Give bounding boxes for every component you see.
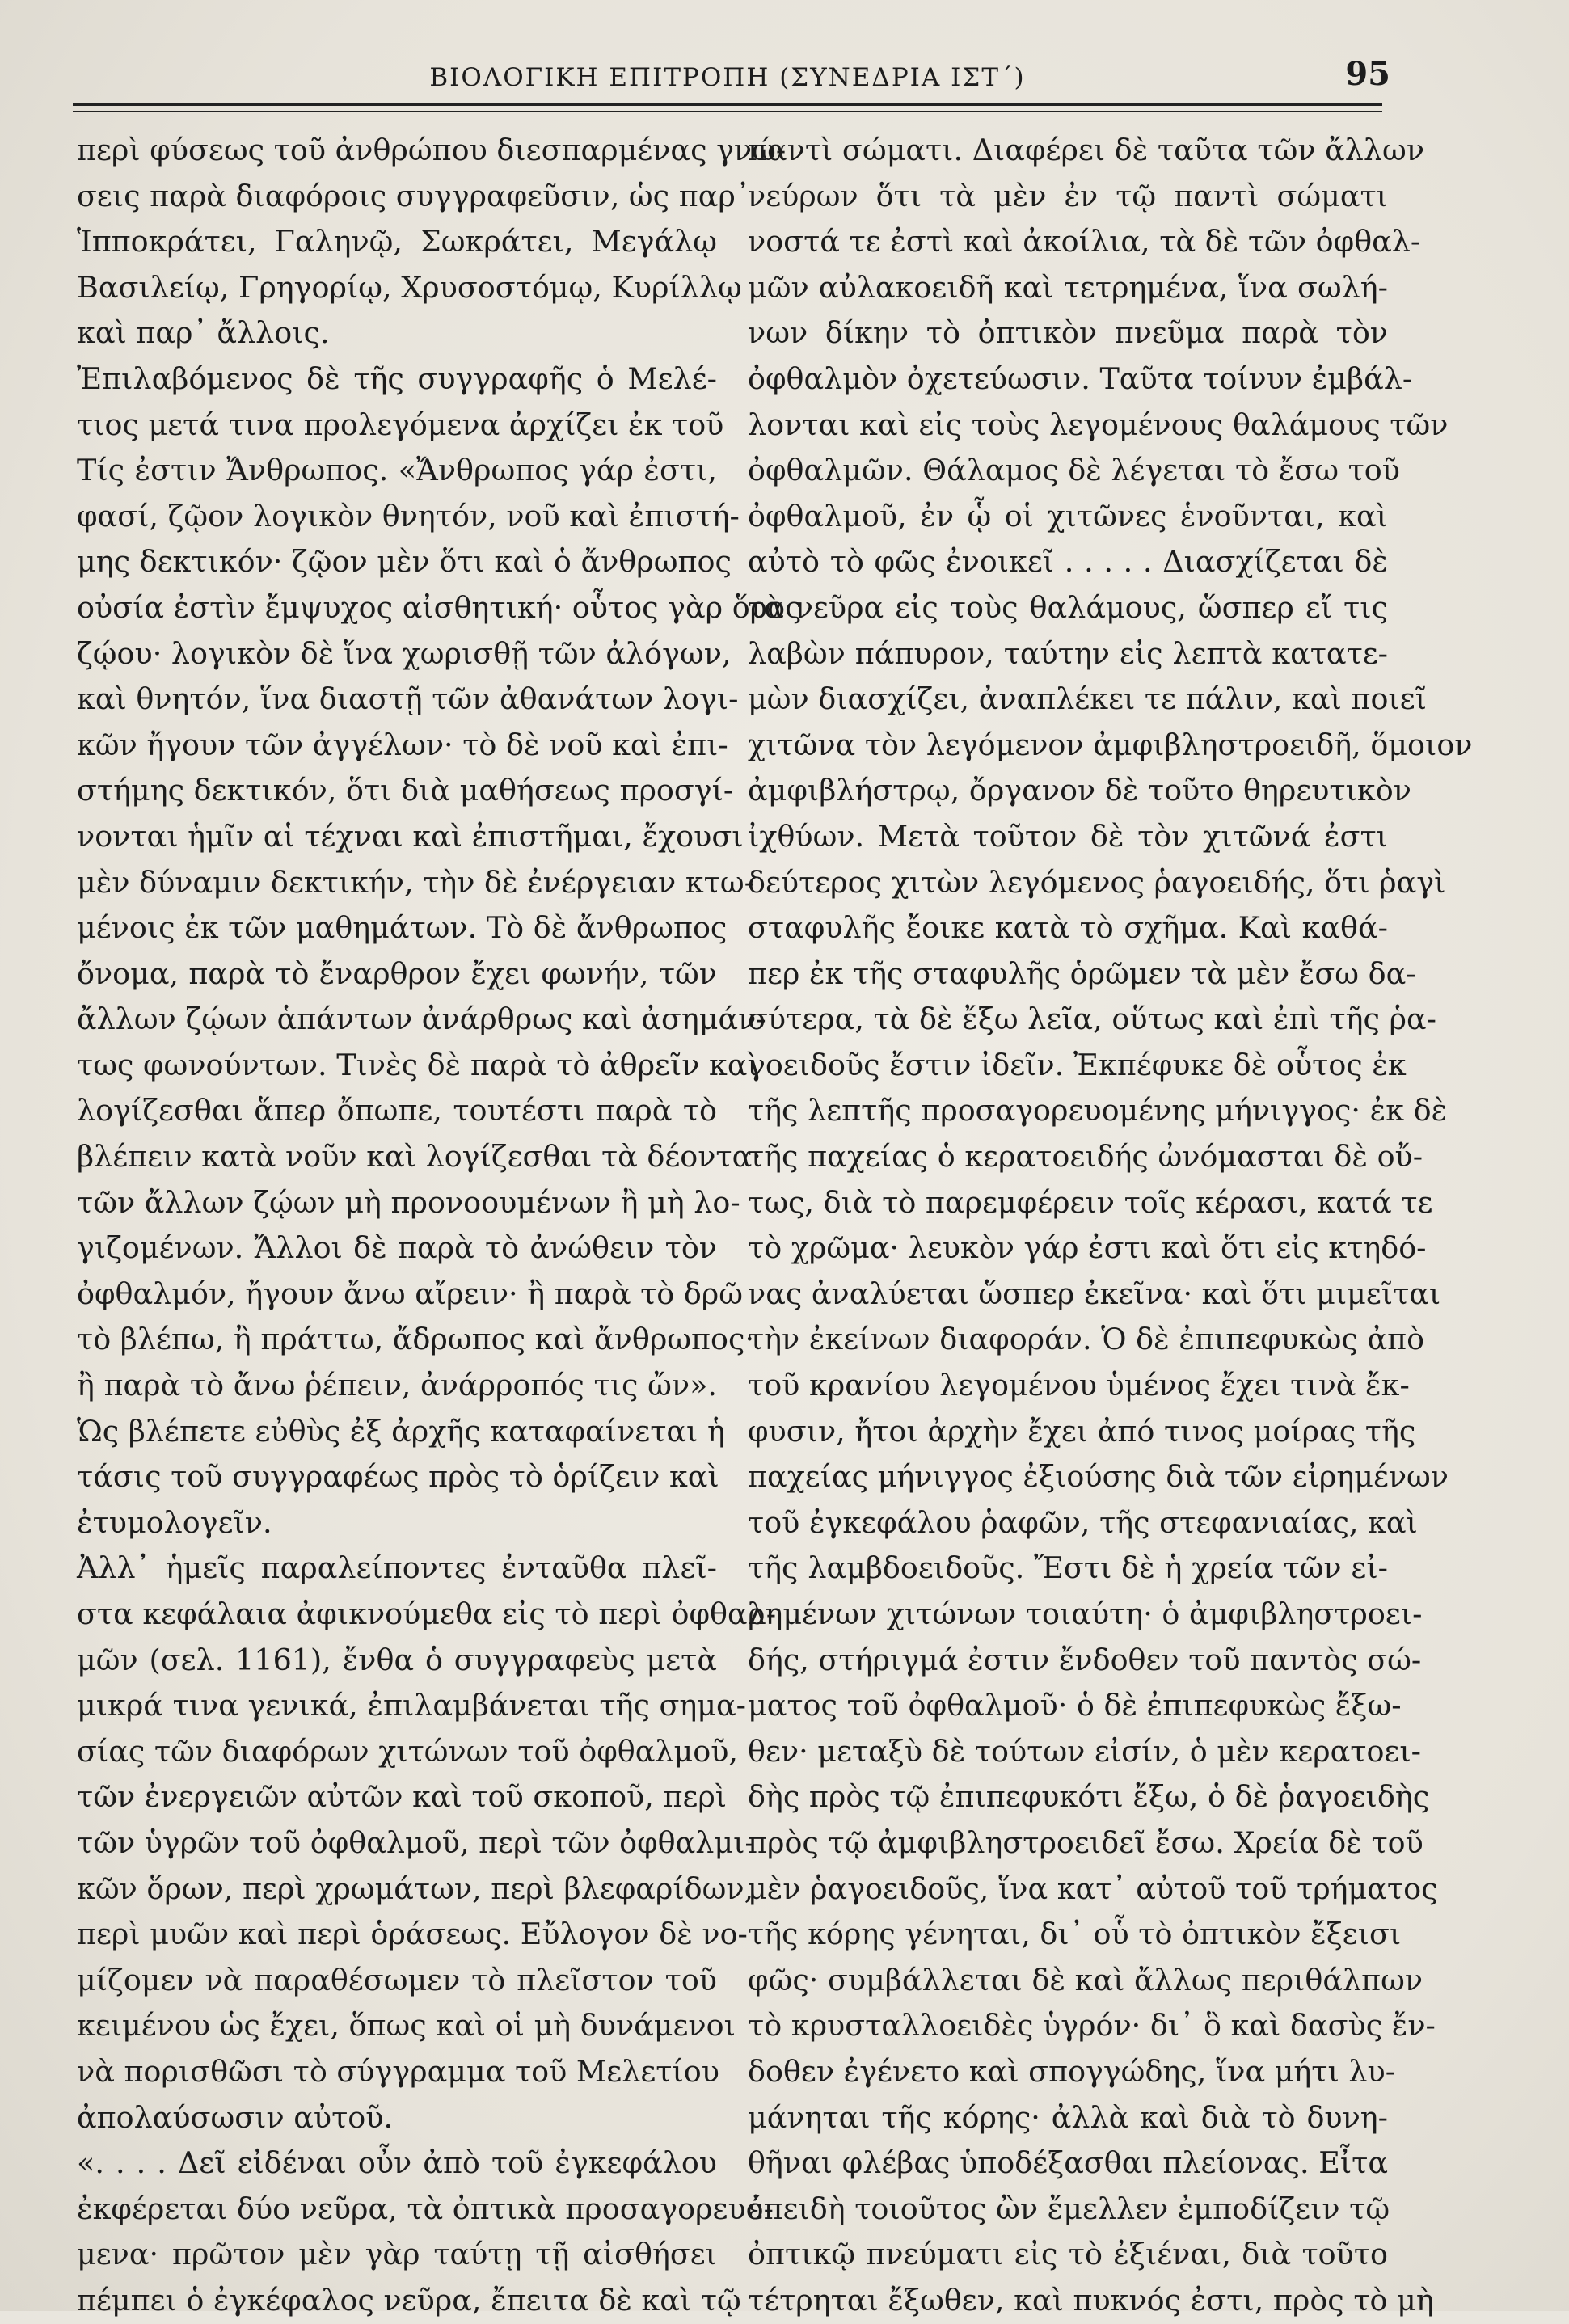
text-line: νων δίκην τὸ ὀπτικὸν πνεῦμα παρὰ τὸν	[748, 315, 1388, 351]
text-line: τὰ νεῦρα εἰς τοὺς θαλάμους, ὥσπερ εἴ τις	[748, 589, 1388, 625]
text-line: φυσιν, ἤτοι ἀρχὴν ἔχει ἀπό τινος μοίρας τῆς	[748, 1413, 1416, 1449]
header-rule-thick	[73, 103, 1382, 106]
text-line: Βασιλείῳ, Γρηγορίῳ, Χρυσοστόμῳ, Κυρίλλῳ	[77, 269, 742, 305]
text-line: ἀμφιβλήστρῳ, ὄργανον δὲ τοῦτο θηρευτικὸν	[748, 773, 1411, 808]
text-line: τῆς λαμβδοειδοῦς. Ἔστι δὲ ἡ χρεία τῶν εἰ-	[748, 1550, 1388, 1586]
text-line: πρὸς τῷ ἀμφιβληστροειδεῖ ἔσω. Χρεία δὲ τοῦ	[748, 1824, 1423, 1860]
text-line: Ἀλλ᾽ ἡμεῖς παραλείποντες ἐνταῦθα πλεῖ-	[77, 1550, 717, 1586]
text-line: «. . . . Δεῖ εἰδέναι οὖν ἀπὸ τοῦ ἐγκεφάλου	[77, 2145, 717, 2181]
text-line: ὀφθαλμὸν ὀχετεύωσιν. Ταῦτα τοίνυν ἐμβάλ-	[748, 361, 1413, 396]
text-line: οὐσία ἐστὶν ἔμψυχος αἰσθητική· οὗτος γὰρ ὅρος	[77, 589, 802, 625]
text-line: σεις παρὰ διαφόροις συγγραφεῦσιν, ὡς παρ᾽	[77, 178, 751, 213]
text-line: δοθεν ἐγένετο καὶ σπογγώδης, ἵνα μήτι λυ-	[748, 2053, 1396, 2089]
text-line: λαβὼν πάπυρον, ταύτην εἰς λεπτὰ κατατε-	[748, 635, 1388, 671]
text-line: μικρά τινα γενικά, ἐπιλαμβάνεται τῆς σημα-	[77, 1688, 746, 1723]
text-line: κῶν ἤγουν τῶν ἀγγέλων· τὸ δὲ νοῦ καὶ ἐπι-	[77, 727, 728, 762]
text-line: καὶ παρ᾽ ἄλλοις.	[77, 315, 330, 351]
page-number: 95	[1345, 55, 1390, 93]
text-line: κῶν ὅρων, περὶ χρωμάτων, περὶ βλεφαρίδων,	[77, 1871, 754, 1906]
text-line: ἄλλων ζῴων ἁπάντων ἀνάρθρως καὶ ἀσημάν-	[77, 1002, 766, 1037]
text-line: τως φωνούντων. Τινὲς δὲ παρὰ τὸ ἀθρεῖν καὶ	[77, 1047, 759, 1082]
text-line: ὀφθαλμῶν. Θάλαμος δὲ λέγεται τὸ ἔσω τοῦ	[748, 453, 1400, 488]
text-line: ὀφθαλμοῦ, ἐν ᾧ οἱ χιτῶνες ἑνοῦνται, καὶ	[748, 498, 1388, 534]
right-text-column	[748, 128, 1473, 2318]
text-line: γιζομένων. Ἄλλοι δὲ παρὰ τὸ ἀνώθειν τὸν	[77, 1230, 717, 1266]
text-line: νοστά τε ἐστὶ καὶ ἀκοίλια, τὰ δὲ τῶν ὀφθαλ-	[748, 224, 1421, 259]
text-line: τοῦ κρανίου λεγομένου ὑμένος ἔχει τινὰ ἔκ-	[748, 1368, 1410, 1403]
text-line: δεύτερος χιτὼν λεγόμενος ῥαγοειδής, ὅτι ῥαγὶ	[748, 864, 1446, 900]
text-line: γοειδοῦς ἔστιν ἰδεῖν. Ἐκπέφυκε δὲ οὗτος ἐκ	[748, 1047, 1407, 1082]
text-line: Ἱπποκράτει, Γαληνῷ, Σωκράτει, Μεγάλῳ	[77, 224, 717, 259]
text-line: τάσις τοῦ συγγραφέως πρὸς τὸ ὁρίζειν καὶ	[77, 1459, 719, 1495]
text-line: καὶ θνητόν, ἵνα διαστῇ τῶν ἀθανάτων λογι-	[77, 681, 739, 717]
text-line: ὀφθαλμόν, ἤγουν ἄνω αἴρειν· ἢ παρὰ τὸ δρῶ	[77, 1276, 744, 1311]
text-line: Τίς ἐστιν Ἄνθρωπος. «Ἄνθρωπος γάρ ἐστι,	[77, 453, 717, 488]
text-line: περ ἐκ τῆς σταφυλῆς ὁρῶμεν τὰ μὲν ἔσω δα-	[748, 955, 1416, 991]
text-line: ὀπτικῷ πνεύματι εἰς τὸ ἐξιέναι, διὰ τοῦτο	[748, 2237, 1388, 2272]
text-line: μὲν ῥαγοειδοῦς, ἵνα κατ᾽ αὐτοῦ τοῦ τρήματος	[748, 1871, 1438, 1906]
text-line: ἢ παρὰ τὸ ἄνω ῥέπειν, ἀνάρροπός τις ὤν».	[77, 1368, 717, 1403]
text-line: σύτερα, τὰ δὲ ἔξω λεῖα, οὕτως καὶ ἐπὶ τῆς ῥα-	[748, 1002, 1436, 1037]
text-line: βλέπειν κατὰ νοῦν καὶ λογίζεσθαι τὰ δέοντα·	[77, 1139, 761, 1175]
text-line: ἐπειδὴ τοιοῦτος ὢν ἔμελλεν ἐμποδίζειν τῷ	[748, 2191, 1390, 2226]
text-line: τῶν ἄλλων ζῴων μὴ προνοουμένων ἢ μὴ λο-	[77, 1184, 740, 1220]
text-line: στήμης δεκτικόν, ὅτι διὰ μαθήσεως προσγί-	[77, 773, 734, 808]
text-line: νονται ἡμῖν αἱ τέχναι καὶ ἐπιστῆμαι, ἔχουσι	[77, 818, 744, 854]
text-line: τέτρηται ἔξωθεν, καὶ πυκνός ἐστι, πρὸς τὸ μὴ	[748, 2282, 1434, 2318]
text-line: ἰχθύων. Μετὰ τοῦτον δὲ τὸν χιτῶνά ἐστι	[748, 818, 1388, 854]
text-line: ματος τοῦ ὀφθαλμοῦ· ὁ δὲ ἐπιπεφυκὼς ἔξω-	[748, 1688, 1402, 1723]
text-line: κειμένου ὡς ἔχει, ὅπως καὶ οἱ μὴ δυνάμενοι	[77, 2008, 736, 2044]
text-line: παντὶ σώματι. Διαφέρει δὲ ταῦτα τῶν ἄλλων	[748, 133, 1425, 167]
text-line: θῆναι φλέβας ὑποδέξασθαι πλείονας. Εἶτα	[748, 2145, 1388, 2181]
text-line: τῆς κόρης γένηται, δι᾽ οὗ τὸ ὀπτικὸν ἔξεισι	[748, 1917, 1402, 1952]
text-line: λονται καὶ εἰς τοὺς λεγομένους θαλάμους τῶν	[748, 407, 1449, 442]
text-line: μῶν (σελ. 1161), ἔνθα ὁ συγγραφεὺς μετὰ	[77, 1642, 717, 1677]
running-head	[73, 47, 1390, 103]
text-line: περὶ μυῶν καὶ περὶ ὁράσεως. Εὔλογον δὲ νο-	[77, 1917, 748, 1952]
text-line: θεν· μεταξὺ δὲ τούτων εἰσίν, ὁ μὲν κερατοει-	[748, 1733, 1421, 1769]
text-line: δὴς πρὸς τῷ ἐπιπεφυκότι ἔξω, ὁ δὲ ῥαγοειδὴς	[748, 1779, 1430, 1815]
text-line: σίας τῶν διαφόρων χιτώνων τοῦ ὀφθαλμοῦ,	[77, 1733, 739, 1769]
text-line: χιτῶνα τὸν λεγόμενον ἀμφιβληστροειδῆ, ὅμοιον	[748, 727, 1473, 762]
text-line: τῆς λεπτῆς προσαγορευομένης μήνιγγος· ἐκ δὲ	[748, 1093, 1448, 1128]
text-line: Ὡς βλέπετε εὐθὺς ἐξ ἀρχῆς καταφαίνεται ἡ	[77, 1413, 725, 1449]
text-line: τως, διὰ τὸ παρεμφέρειν τοῖς κέρασι, κατά τε	[748, 1184, 1433, 1220]
text-line: ρημένων χιτώνων τοιαύτη· ὁ ἀμφιβληστροει-	[748, 1596, 1423, 1631]
text-line: νὰ πορισθῶσι τὸ σύγγραμμα τοῦ Μελετίου	[77, 2053, 719, 2089]
text-line: φῶς· συμβάλλεται δὲ καὶ ἄλλως περιθάλπων	[748, 1962, 1423, 1997]
text-line: φασί, ζῷον λογικὸν θνητόν, νοῦ καὶ ἐπιστή-	[77, 498, 740, 534]
text-line: τὴν ἐκείνων διαφοράν. Ὁ δὲ ἐπιπεφυκὼς ἀπὸ	[748, 1322, 1425, 1357]
text-line: τῶν ἐνεργειῶν αὐτῶν καὶ τοῦ σκοποῦ, περὶ	[77, 1779, 728, 1815]
text-line: μὼν διασχίζει, ἀναπλέκει τε πάλιν, καὶ ποιεῖ	[748, 681, 1427, 717]
text-line: μης δεκτικόν· ζῷον μὲν ὅτι καὶ ὁ ἄνθρωπος	[77, 544, 732, 580]
text-line: μάνηται τῆς κόρης· ἀλλὰ καὶ διὰ τὸ δυνη-	[748, 2099, 1388, 2135]
text-line: σταφυλῆς ἔοικε κατὰ τὸ σχῆμα. Καὶ καθά-	[748, 910, 1388, 946]
text-line: τῶν ὑγρῶν τοῦ ὀφθαλμοῦ, περὶ τῶν ὀφθαλμι-	[77, 1824, 755, 1860]
text-line: πέμπει ὁ ἐγκέφαλος νεῦρα, ἔπειτα δὲ καὶ τῷ	[77, 2282, 741, 2318]
text-line: τὸ κρυσταλλοειδὲς ὑγρόν· δι᾽ ὃ καὶ δασὺς ἔν-	[748, 2008, 1436, 2044]
text-line: ἐτυμολογεῖν.	[77, 1504, 272, 1540]
text-line: νας ἀναλύεται ὥσπερ ἐκεῖνα· καὶ ὅτι μιμεῖται	[748, 1276, 1441, 1311]
text-line: Ἐπιλαβόμενος δὲ τῆς συγγραφῆς ὁ Μελέ-	[77, 361, 717, 396]
text-line: τοῦ ἐγκεφάλου ῥαφῶν, τῆς στεφανιαίας, καὶ	[748, 1504, 1418, 1540]
text-line: ὄνομα, παρὰ τὸ ἔναρθρον ἔχει φωνήν, τῶν	[77, 955, 717, 991]
running-title: ΒΙΟΛΟΓΙΚΗ ΕΠΙΤΡΟΠΗ (ΣΥΝΕΔΡΙΑ ΙΣΤ΄)	[429, 63, 1026, 92]
text-line: ἀπολαύσωσιν αὐτοῦ.	[77, 2099, 394, 2135]
text-line: τιος μετά τινα προλεγόμενα ἀρχίζει ἐκ τοῦ	[77, 407, 724, 442]
text-line: αὐτὸ τὸ φῶς ἐνοικεῖ . . . . . Διασχίζεται δὲ	[748, 544, 1388, 580]
text-line: μίζομεν νὰ παραθέσωμεν τὸ πλεῖστον τοῦ	[77, 1962, 717, 1997]
text-line: τὸ βλέπω, ἢ πράττω, ἄδρωπος καὶ ἄνθρωπος·	[77, 1322, 755, 1357]
text-line: ἐκφέρεται δύο νεῦρα, τὰ ὀπτικὰ προσαγορευό-	[77, 2191, 774, 2226]
text-line: περὶ φύσεως τοῦ ἀνθρώπου διεσπαρμένας γνώ-	[77, 133, 787, 167]
text-line: ζῴου· λογικὸν δὲ ἵνα χωρισθῇ τῶν ἀλόγων,	[77, 635, 732, 671]
text-line: μενα· πρῶτον μὲν γὰρ ταύτῃ τῇ αἰσθήσει	[77, 2237, 717, 2272]
text-line: στα κεφάλαια ἀφικνούμεθα εἰς τὸ περὶ ὀφθαλ-	[77, 1596, 777, 1631]
text-line: παχείας μήνιγγος ἐξιούσης διὰ τῶν εἰρημένων	[748, 1459, 1449, 1495]
text-line: δής, στήριγμά ἐστιν ἔνδοθεν τοῦ παντὸς σώ-	[748, 1642, 1422, 1677]
text-line: μὲν δύναμιν δεκτικήν, τὴν δὲ ἐνέργειαν κτω-	[77, 864, 754, 900]
text-line: τῆς παχείας ὁ κερατοειδής ὠνόμασται δὲ οὔ-	[748, 1139, 1423, 1175]
text-line: λογίζεσθαι ἅπερ ὄπωπε, τουτέστι παρὰ τὸ	[77, 1093, 717, 1128]
text-line: μένοις ἐκ τῶν μαθημάτων. Τὸ δὲ ἄνθρωπος	[77, 910, 728, 946]
text-line: τὸ χρῶμα· λευκὸν γάρ ἐστι καὶ ὅτι εἰς κτηδό-	[748, 1230, 1427, 1266]
header-rule-thin	[73, 111, 1382, 112]
left-text-column	[77, 128, 802, 2318]
text-line: μῶν αὐλακοειδῆ καὶ τετρημένα, ἵνα σωλή-	[748, 269, 1388, 305]
text-line: νεύρων ὅτι τὰ μὲν ἐν τῷ παντὶ σώματι	[748, 178, 1388, 213]
